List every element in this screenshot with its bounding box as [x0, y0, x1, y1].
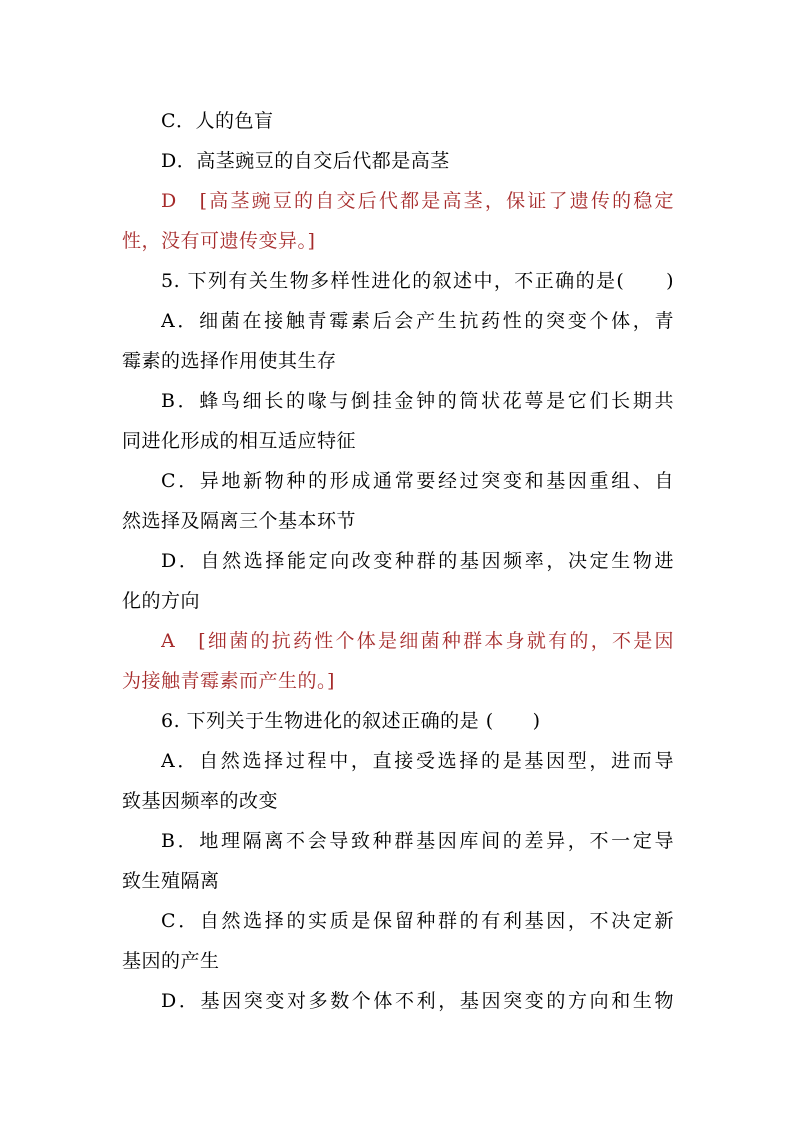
- q5-option-c-line2: 然选择及隔离三个基本环节: [122, 510, 357, 532]
- q6-option-b-line2: 致生殖隔离: [122, 870, 220, 892]
- q5-option-b-line2: 同进化形成的相互适应特征: [122, 430, 357, 452]
- q4-answer-line1: D [高茎豌豆的自交后代都是高茎，保证了遗传的稳定: [161, 190, 674, 212]
- q4-answer-line2: 性，没有可遗传变异。]: [122, 230, 316, 252]
- q5-option-a-line1: A．细菌在接触青霉素后会产生抗药性的突变个体，青: [161, 310, 674, 332]
- q5-option-b-line1: B．蜂鸟细长的喙与倒挂金钟的筒状花萼是它们长期共: [161, 390, 674, 412]
- q5-stem: 5. 下列有关生物多样性进化的叙述中，不正确的是( ): [161, 270, 674, 292]
- q5-option-d-line1: D．自然选择能定向改变种群的基因频率，决定生物进: [161, 550, 674, 572]
- q6-option-d-line1: D．基因突变对多数个体不利，基因突变的方向和生物: [161, 990, 674, 1012]
- q5-option-d-line2: 化的方向: [122, 590, 201, 612]
- q5-option-a-line2: 霉素的选择作用使其生存: [122, 350, 337, 372]
- q4-option-c: C．人的色盲: [161, 110, 274, 132]
- q6-option-a-line2: 致基因频率的改变: [122, 790, 279, 812]
- q5-option-c-line1: C．异地新物种的形成通常要经过突变和基因重组、自: [161, 470, 674, 492]
- q5-answer-line2: 为接触青霉素而产生的。]: [122, 670, 335, 692]
- q6-option-a-line1: A．自然选择过程中，直接受选择的是基因型，进而导: [161, 750, 674, 772]
- q5-answer-line1: A [细菌的抗药性个体是细菌种群本身就有的，不是因: [161, 630, 674, 652]
- q6-option-b-line1: B．地理隔离不会导致种群基因库间的差异，不一定导: [161, 830, 674, 852]
- q6-option-c-line1: C．自然选择的实质是保留种群的有利基因，不决定新: [161, 910, 674, 932]
- q4-option-d: D．高茎豌豆的自交后代都是高茎: [161, 150, 450, 172]
- q6-stem: 6. 下列关于生物进化的叙述正确的是 ( ): [161, 710, 541, 732]
- q6-option-c-line2: 基因的产生: [122, 950, 220, 972]
